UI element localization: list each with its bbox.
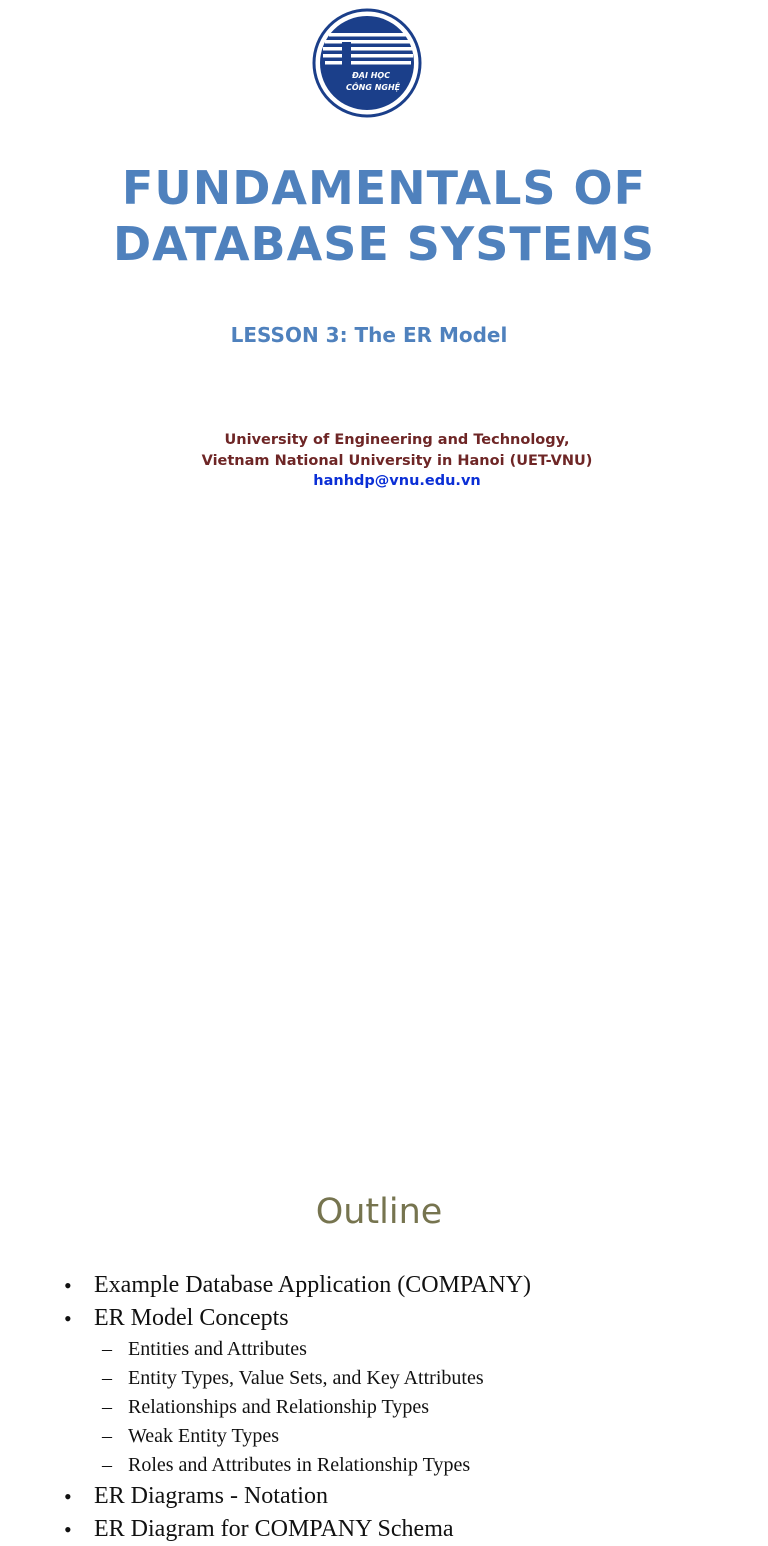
sub-list-item-label: Entities and Attributes: [128, 1338, 307, 1360]
title-slide: [0, 0, 768, 576]
sub-list-item-label: Entity Types, Value Sets, and Key Attributes: [128, 1367, 484, 1389]
list-item-label: ER Diagram for COMPANY Schema: [94, 1516, 454, 1542]
slide-title: [0, 160, 768, 272]
logo-text-line2: CÔNG NGHỆ: [346, 83, 401, 92]
title-line-1: FUNDAMENTALS OF: [121, 161, 647, 215]
dash-marker: –: [102, 1425, 112, 1447]
affiliation-line-2: Vietnam National University in Hanoi (UET-VNU): [201, 452, 593, 469]
title-line-2: DATABASE SYSTEMS: [112, 217, 656, 271]
dash-marker: –: [102, 1396, 112, 1418]
university-logo-icon: [312, 8, 422, 118]
list-item-label: Example Database Application (COMPANY): [94, 1272, 532, 1298]
list-item-label: ER Diagrams - Notation: [94, 1483, 328, 1509]
logo-text-line1: ĐẠI HỌC: [352, 71, 391, 80]
sub-list-item-label: Relationships and Relationship Types: [128, 1396, 429, 1418]
sub-list-item: [64, 1393, 754, 1422]
sub-list-item: [64, 1335, 754, 1364]
outline-list: [64, 1269, 754, 1546]
list-item: [64, 1480, 754, 1513]
list-item: [64, 1269, 754, 1302]
sub-list-item-label: Weak Entity Types: [128, 1425, 280, 1447]
list-item: [64, 1513, 754, 1546]
dash-marker: –: [102, 1338, 112, 1360]
dash-marker: –: [102, 1454, 112, 1476]
list-item-label: ER Model Concepts: [94, 1305, 289, 1331]
outline-slide: [0, 576, 768, 1542]
lesson-subtitle: LESSON 3: The ER Model: [230, 323, 508, 347]
bullet-dot: •: [64, 1306, 72, 1331]
dash-marker: –: [102, 1367, 112, 1389]
affiliation-line-1: University of Engineering and Technology,: [224, 432, 570, 448]
sub-list-item-label: Roles and Attributes in Relationship Types: [128, 1454, 471, 1476]
sub-list-item: [64, 1422, 754, 1451]
outline-title: Outline: [315, 1192, 443, 1232]
list-item: [64, 1302, 754, 1335]
sub-list-item: [64, 1451, 754, 1480]
email-link[interactable]: hanhdp@vnu.edu.vn: [313, 473, 481, 489]
sub-list-item: [64, 1364, 754, 1393]
affiliation-block: [0, 430, 768, 492]
bullet-dot: •: [64, 1517, 72, 1542]
bullet-dot: •: [64, 1273, 72, 1298]
bullet-dot: •: [64, 1484, 72, 1509]
